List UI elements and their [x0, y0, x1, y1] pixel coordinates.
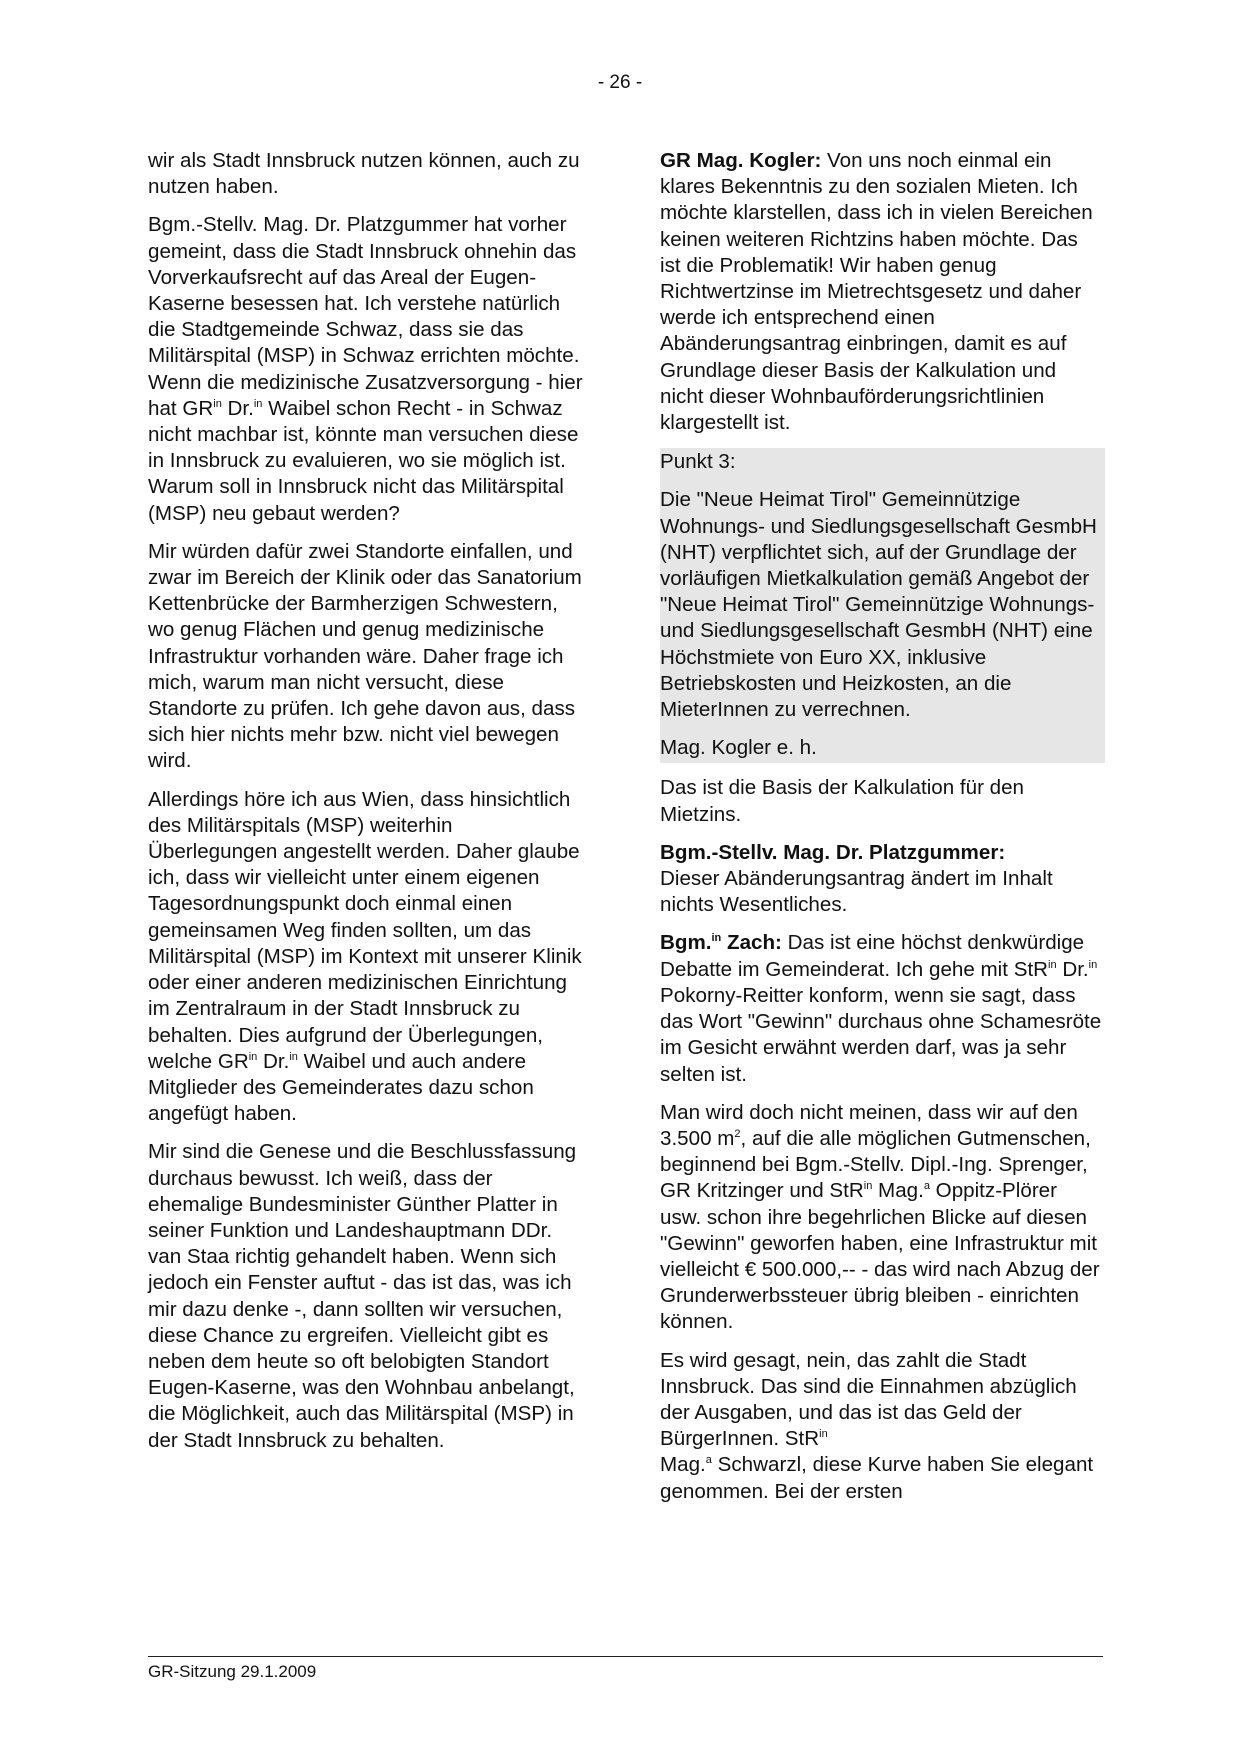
paragraph: Bgm.-Stellv. Mag. Dr. Platzgummer hat vorher gemeint, dass die Stadt Innsbruck ohnehin das Vorverkaufsrecht auf das Areal der Eugen-Kaserne besessen hat. Ich verstehe natürlich die Stadtgemeinde Schwaz, dass sie das Militärspital (MSP) in Schwaz errichten möchte. Wenn die medizinische Zusatzversorgung - hier hat $GR^{in}$ Dr.$^{in}$ Waibel schon Recht - in Schwaz nicht machbar ist, könnte man versuchen diese in Innsbruck zu evaluieren, wo sie möglich ist. Warum soll in Innsbruck nicht das Militärspital (MSP) neu gebaut werden?	[148, 213, 583, 525]
motion-heading: Punkt 3:	[660, 450, 736, 474]
speaker-name: GR Mag. Kogler:	[660, 149, 822, 172]
speaker-name: Bgm.-Stellv. Mag. Dr. Platzgummer:	[660, 840, 1006, 864]
paragraph: Allerdings höre ich aus Wien, dass hinsichtlich des Militärspitals (MSP) weiterhin Überlegungen angestellt werden. Daher glaube ich, dass wir vielleicht unter einem eigenen Tagesordnungspunkt doch einmal einen gemeinsamen Weg finden sollten, um das Militärspital (MSP) im Kontext mit unserer Klinik oder einer anderen medizinischen Einrichtung im Zentralraum in der Stadt Innsbruck zu behalten. Dies aufgrund der Überlegungen, welche $GR^{in}$ Dr.$^{in}$ Waibel und auch andere Mitglieder des Gemeinderates dazu schon angefügt haben.	[148, 787, 582, 1126]
paragraph: Es wird gesagt, nein, das zahlt die Stadt Innsbruck. Das sind die Einnahmen abzüglich der Ausgaben, und das ist das Geld der BürgerInnen. StR$^{in}$ Mag.$^a$ Schwarzl, diese Kurve haben Sie elegant genommen. Bei der ersten	[660, 1348, 1094, 1503]
motion-body: Die "Neue Heimat Tirol" Gemeinnützige Wohnungs- und Siedlungsgesellschaft GesmbH (NHT) verpflichtet sich, auf der Grundlage der vorläufigen Mietkalkulation gemäß Angebot der "Neue Heimat Tirol" Gemeinnützige Wohnungs- und Siedlungsgesellschaft GesmbH (NHT) eine Höchstmiete von Euro XX, inklusive Betriebskosten und Heizkosten, an die MieterInnen zu verrechnen.	[660, 488, 1097, 722]
paragraph: wir als Stadt Innsbruck nutzen können, auch zu nutzen haben.	[148, 149, 580, 199]
footer: GR-Sitzung 29.1.2009	[148, 1662, 317, 1681]
paragraph: Man wird doch nicht meinen, dass wir auf den 3.500 $m^2$, auf die alle möglichen Gutmenschen, beginnend bei Bgm.-Stellv. Dipl.-Ing. Sprenger, GR Kritzinger und StR$^{in}$ Mag.$^a$ Oppitz-Plörer usw. schon ihre begehrlichen Blicke auf diesen "Gewinn" geworfen haben, eine Infrastruktur mit vielleicht € 500.000,-- - das wird nach Abzug der Grunderwerbssteuer übrig bleiben - einrichten können.	[660, 1100, 1100, 1334]
right-column	[660, 148, 1102, 1505]
paragraph: Mir sind die Genese und die Beschlussfassung durchaus bewusst. Ich weiß, dass der ehemalige Bundesminister Günther Platter in seiner Funktion und Landeshauptmann DDr. van Staa richtig gehandelt haben. Wenn sich jedoch ein Fenster auftut - das ist das, was ich mir dazu denke -, dann sollten wir versuchen, diese Chance zu ergreifen. Vielleicht gibt es neben dem heute so oft belobigten Standort Eugen-Kaserne, was den Wohnbau anbelangt, die Möglichkeit, auch das Militärspital (MSP) in der Stadt Innsbruck zu behalten.	[148, 1140, 577, 1452]
footer-divider	[148, 1656, 1103, 1657]
motion-signature: Mag. Kogler e. h.	[660, 736, 817, 760]
amendment-motion-box	[660, 448, 1105, 763]
paragraph: Das ist die Basis der Kalkulation für den Mietzins.	[660, 776, 1025, 826]
paragraph: Bgm.$^{in}$ Zach: Das ist eine höchst denkwürdige Debatte im Gemeinderat. Ich gehe mit StR$^{in}$ Dr.$^{in}$ Pokorny-Reitter konform, wenn sie sagt, dass das Wort "Gewinn" durchaus ohne Schamesröte im Gesicht erwähnt werden darf, was ja sehr selten ist.	[660, 931, 1102, 1086]
speaker-name: Bgm.$^{in}$ Zach:	[660, 931, 782, 955]
page-number: - 26 -	[597, 72, 643, 93]
paragraph: Bgm.-Stellv. Mag. Dr. Platzgummer: Dieser Abänderungsantrag ändert im Inhalt nichts Wesentliches.	[660, 840, 1053, 917]
left-column	[148, 148, 586, 1454]
paragraph: Mir würden dafür zwei Standorte einfallen, und zwar im Bereich der Klinik oder das Sanatorium Kettenbrücke der Barmherzigen Schwestern, wo genug Flächen und genug medizinische Infrastruktur vorhanden wäre. Daher frage ich mich, warum man nicht versucht, diese Standorte zu prüfen. Ich gehe davon aus, dass sich hier nichts mehr bzw. nicht viel bewegen wird.	[148, 539, 582, 773]
paragraph: GR Mag. Kogler: Von uns noch einmal ein klares Bekenntnis zu den sozialen Mieten. Ich möchte klarstellen, dass ich in vielen Bereichen keinen weiteren Richtzins haben möchte. Das ist die Problematik! Wir haben genug Richtwertzinse im Mietrechtsgesetz und daher werde ich entsprechend einen Abänderungsantrag einbringen, damit es auf Grundlage dieser Basis der Kalkulation und nicht dieser Wohnbauförderungsrichtlinien klargestellt ist.	[660, 149, 1093, 435]
